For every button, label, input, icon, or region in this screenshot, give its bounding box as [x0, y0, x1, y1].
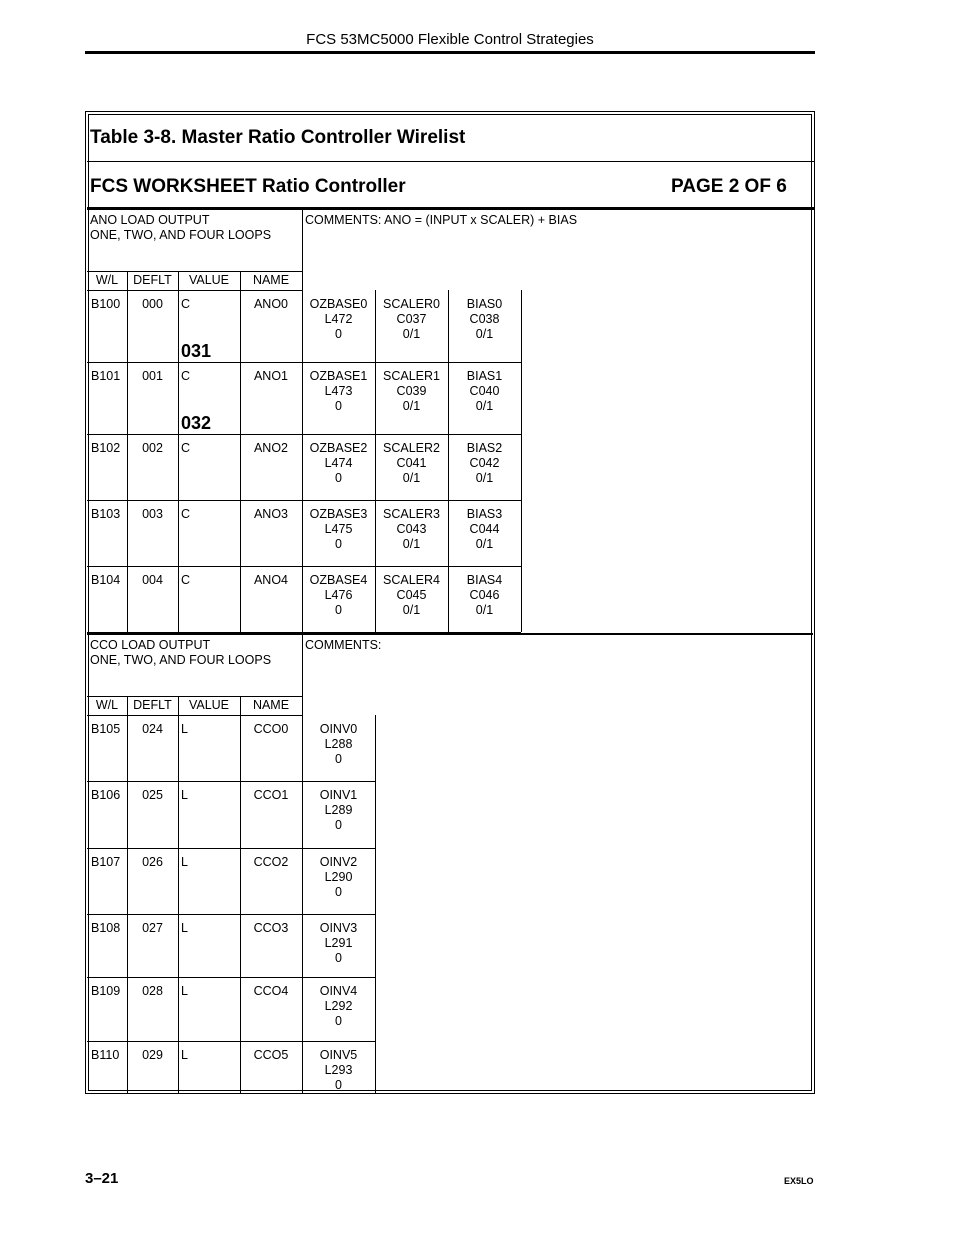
cco-row-divider [87, 1093, 375, 1094]
ano-row-param: BIAS1 [466, 369, 503, 383]
ano-row-param: 0 [335, 399, 342, 413]
ano-row-name: ANO4 [253, 573, 289, 587]
cco-row-deflt: 024 [142, 722, 163, 736]
table-title: Table 3-8. Master Ratio Controller Wirelist [90, 127, 466, 148]
ano-row-param: 0/1 [402, 327, 421, 341]
ano-row-param: L473 [324, 384, 353, 398]
ano-row-deflt: 000 [142, 297, 163, 311]
ano-row-param: C038 [469, 312, 500, 326]
ano-row-param: C040 [469, 384, 500, 398]
cco-column-divider [178, 696, 179, 1093]
ano-column-divider [127, 271, 128, 632]
ano-row-note: 032 [181, 413, 212, 433]
ano-row-deflt: 004 [142, 573, 163, 587]
cco-row-deflt: 028 [142, 984, 163, 998]
ano-row-param: 0 [335, 471, 342, 485]
ano-row-param: 0/1 [475, 399, 494, 413]
ano-row-wl: B101 [91, 369, 121, 383]
ano-row-param: OZBASE3 [309, 507, 368, 521]
ano-header-bottom [87, 290, 302, 291]
ano-column-header: NAME [252, 273, 290, 287]
ano-column-header: VALUE [188, 273, 230, 287]
ano-row-param: BIAS3 [466, 507, 503, 521]
ano-row-divider [87, 362, 521, 363]
ano-row-param: OZBASE1 [309, 369, 368, 383]
ano-row-divider [87, 566, 521, 567]
cco-row-value: L [181, 984, 188, 998]
ano-param-divider [448, 290, 449, 632]
ano-row-divider [87, 434, 521, 435]
ano-row-param: C037 [396, 312, 427, 326]
ano-row-param: C041 [396, 456, 427, 470]
ano-label-divider [302, 210, 303, 632]
cco-row-deflt: 025 [142, 788, 163, 802]
cco-row-param: L288 [324, 737, 353, 751]
cco-column-divider [240, 696, 241, 1093]
ano-row-param: OZBASE0 [309, 297, 368, 311]
cco-row-param: 0 [335, 818, 342, 832]
ano-row-param: L476 [324, 588, 353, 602]
ano-row-param: SCALER2 [383, 441, 440, 455]
ano-column-divider [178, 271, 179, 632]
cco-row-value: L [181, 722, 188, 736]
cco-row-wl: B105 [91, 722, 121, 736]
cco-row-wl: B108 [91, 921, 121, 935]
ano-param-divider [521, 290, 522, 632]
cco-row-name: CCO0 [253, 722, 289, 736]
cco-row-param: OINV4 [319, 984, 358, 998]
cco-row-param: 0 [335, 951, 342, 965]
worksheet-divider [87, 207, 814, 210]
running-header: FCS 53MC5000 Flexible Control Strategies [306, 31, 594, 48]
cco-row-value: L [181, 921, 188, 935]
cco-row-param: L292 [324, 999, 353, 1013]
cco-row-name: CCO4 [253, 984, 289, 998]
title-divider [87, 161, 814, 162]
cco-row-name: CCO1 [253, 788, 289, 802]
cco-row-name: CCO5 [253, 1048, 289, 1062]
ano-row-name: ANO3 [253, 507, 289, 521]
cco-row-divider [87, 1041, 375, 1042]
ano-row-name: ANO1 [253, 369, 289, 383]
ano-row-name: ANO2 [253, 441, 289, 455]
cco-row-wl: B107 [91, 855, 121, 869]
ano-row-param: 0/1 [402, 537, 421, 551]
cco-row-name: CCO2 [253, 855, 289, 869]
ano-row-note: 031 [181, 341, 212, 361]
cco-row-param: L289 [324, 803, 353, 817]
cco-row-wl: B106 [91, 788, 121, 802]
ano-row-param: 0/1 [402, 603, 421, 617]
ano-row-name: ANO0 [253, 297, 289, 311]
ano-row-deflt: 003 [142, 507, 163, 521]
ano-row-deflt: 001 [142, 369, 163, 383]
ano-row-param: 0 [335, 603, 342, 617]
ano-param-divider [375, 290, 376, 632]
ano-row-wl: B102 [91, 441, 121, 455]
ano-row-param: 0 [335, 537, 342, 551]
page-number: 3–21 [85, 1170, 119, 1187]
ano-row-param: BIAS0 [466, 297, 503, 311]
ano-row-value: C [181, 369, 191, 383]
ano-row-wl: B100 [91, 297, 121, 311]
ano-label-line2: ONE, TWO, AND FOUR LOOPS [90, 228, 272, 242]
cco-row-deflt: 027 [142, 921, 163, 935]
ano-header-top [87, 271, 302, 272]
ano-row-value: C [181, 297, 191, 311]
cco-column-header: NAME [252, 698, 290, 712]
cco-row-deflt: 026 [142, 855, 163, 869]
cco-row-param: L293 [324, 1063, 353, 1077]
ano-row-deflt: 002 [142, 441, 163, 455]
ano-row-divider [87, 500, 521, 501]
ano-row-value: C [181, 507, 191, 521]
ano-row-wl: B103 [91, 507, 121, 521]
worksheet-page-indicator: PAGE 2 OF 6 [671, 176, 787, 197]
ano-column-header: DEFLT [133, 273, 172, 287]
ano-row-param: 0/1 [475, 603, 494, 617]
cco-row-param: 0 [335, 1014, 342, 1028]
ano-row-param: L475 [324, 522, 353, 536]
cco-row-value: L [181, 1048, 188, 1062]
ano-comments: COMMENTS: ANO = (INPUT x SCALER) + BIAS [305, 213, 578, 227]
ano-row-param: 0/1 [402, 471, 421, 485]
cco-row-param: OINV1 [319, 788, 358, 802]
cco-comments: COMMENTS: [305, 638, 382, 652]
ano-row-param: 0/1 [475, 537, 494, 551]
ano-row-param: SCALER1 [383, 369, 440, 383]
header-rule [85, 51, 815, 54]
ano-row-param: BIAS4 [466, 573, 503, 587]
cco-row-param: OINV0 [319, 722, 358, 736]
ano-row-param: OZBASE4 [309, 573, 368, 587]
document-code: EX5LO [784, 1176, 814, 1186]
cco-row-param: OINV2 [319, 855, 358, 869]
ano-row-param: BIAS2 [466, 441, 503, 455]
ano-row-value: C [181, 441, 191, 455]
ano-row-param: C044 [469, 522, 500, 536]
ano-column-divider [240, 271, 241, 632]
cco-column-header: W/L [95, 698, 119, 712]
cco-header-bottom [87, 715, 302, 716]
section-divider [87, 633, 813, 635]
cco-row-divider [87, 977, 375, 978]
cco-column-divider [127, 696, 128, 1093]
ano-row-param: 0 [335, 327, 342, 341]
cco-row-param: 0 [335, 1078, 342, 1092]
cco-row-param: 0 [335, 752, 342, 766]
cco-row-divider [87, 848, 375, 849]
ano-label-line1: ANO LOAD OUTPUT [90, 213, 210, 227]
cco-row-param: L291 [324, 936, 353, 950]
ano-column-header: W/L [95, 273, 119, 287]
ano-row-param: L472 [324, 312, 353, 326]
cco-row-param: 0 [335, 885, 342, 899]
ano-row-param: 0/1 [475, 471, 494, 485]
ano-row-param: C045 [396, 588, 427, 602]
cco-row-wl: B110 [91, 1048, 120, 1062]
ano-row-param: C043 [396, 522, 427, 536]
cco-row-divider [87, 781, 375, 782]
cco-column-header: VALUE [188, 698, 230, 712]
cco-label-line2: ONE, TWO, AND FOUR LOOPS [90, 653, 272, 667]
cco-label-line1: CCO LOAD OUTPUT [90, 638, 211, 652]
ano-row-param: C039 [396, 384, 427, 398]
cco-param-divider [375, 715, 376, 1093]
cco-column-header: DEFLT [133, 698, 172, 712]
ano-row-param: SCALER4 [383, 573, 440, 587]
ano-row-param: 0/1 [402, 399, 421, 413]
cco-header-top [87, 696, 302, 697]
ano-row-param: C046 [469, 588, 500, 602]
cco-row-param: OINV3 [319, 921, 358, 935]
ano-row-param: SCALER0 [383, 297, 440, 311]
ano-row-param: OZBASE2 [309, 441, 368, 455]
ano-row-param: SCALER3 [383, 507, 440, 521]
cco-row-name: CCO3 [253, 921, 289, 935]
ano-row-value: C [181, 573, 191, 587]
worksheet-title: FCS WORKSHEET Ratio Controller [90, 176, 406, 197]
cco-row-param: OINV5 [319, 1048, 358, 1062]
cco-row-value: L [181, 855, 188, 869]
ano-row-param: 0/1 [475, 327, 494, 341]
cco-row-wl: B109 [91, 984, 121, 998]
cco-row-deflt: 029 [142, 1048, 163, 1062]
ano-row-param: C042 [469, 456, 500, 470]
ano-row-wl: B104 [91, 573, 121, 587]
cco-row-param: L290 [324, 870, 353, 884]
cco-row-value: L [181, 788, 188, 802]
cco-label-divider [302, 635, 303, 1093]
ano-row-param: L474 [324, 456, 353, 470]
cco-row-divider [87, 914, 375, 915]
